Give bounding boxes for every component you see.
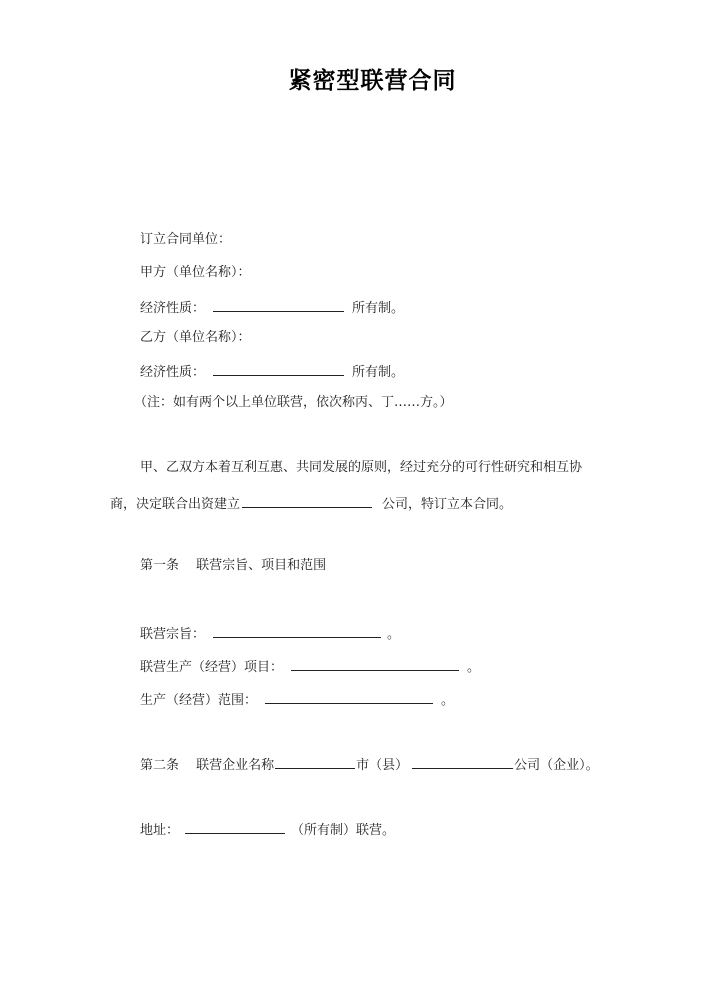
joint-purpose-label: 联营宗旨： [140, 627, 206, 642]
joint-purpose-line [140, 624, 400, 643]
joint-company-name-blank[interactable] [242, 494, 372, 508]
party-b-economic-nature-blank[interactable] [213, 362, 344, 376]
city-county-label: 市（县） [356, 758, 409, 773]
joint-items-line [140, 657, 480, 676]
contract-parties-intro [140, 232, 231, 248]
party-a-economic-nature-blank[interactable] [213, 298, 344, 312]
article-1-heading-text: 第一条 联营宗旨、项目和范围 [140, 558, 327, 573]
production-scope-label: 生产（经营）范围： [140, 693, 258, 708]
party-b-label: 乙方（单位名称）： [140, 330, 251, 345]
party-a-line [140, 265, 251, 281]
city-county-blank[interactable] [275, 755, 355, 769]
preamble-text-1: 甲、乙双方本着互利互惠、共同发展的原则，经过充分的可行性研究和相互协 [140, 460, 583, 475]
note-text: （注：如有两个以上单位联营，依次称丙、丁……方。） [134, 395, 453, 410]
period: 。 [387, 627, 401, 642]
article-2-prefix: 第二条 联营企业名称 [140, 758, 275, 773]
production-scope-line [140, 690, 454, 709]
preamble-text-2-prefix: 商，决定联合出资建立 [110, 497, 241, 512]
party-a-label: 甲方（单位名称）： [140, 265, 251, 280]
company-enterprise-label: 公司（企业）。 [514, 758, 599, 773]
address-blank[interactable] [185, 820, 285, 834]
ownership-suffix: 所有制。 [352, 301, 405, 316]
preamble-line-1 [140, 460, 582, 476]
address-suffix: （所有制）联营。 [291, 823, 396, 838]
joint-items-label: 联营生产（经营）项目： [140, 660, 284, 675]
economic-nature-label: 经济性质： [140, 365, 206, 380]
article-1-heading [140, 558, 326, 574]
party-b-economic-nature-line [140, 362, 404, 381]
production-scope-blank[interactable] [265, 690, 433, 704]
preamble-line-2 [110, 494, 512, 513]
article-2-line [140, 755, 599, 774]
address-label: 地址： [140, 823, 180, 838]
party-b-line [140, 330, 251, 346]
joint-purpose-blank[interactable] [213, 624, 381, 638]
document-title: 紧密型联营合同 [288, 68, 457, 94]
period: 。 [467, 660, 481, 675]
joint-items-blank[interactable] [291, 657, 459, 671]
preamble-text-2-suffix: 公司，特订立本合同。 [382, 497, 513, 512]
economic-nature-label: 经济性质： [140, 301, 206, 316]
intro-text: 订立合同单位： [140, 232, 232, 247]
ownership-suffix: 所有制。 [352, 365, 405, 380]
address-line [140, 820, 395, 839]
party-a-economic-nature-line [140, 298, 404, 317]
parties-note [134, 395, 453, 411]
enterprise-name-blank[interactable] [412, 755, 513, 769]
period: 。 [441, 693, 455, 708]
